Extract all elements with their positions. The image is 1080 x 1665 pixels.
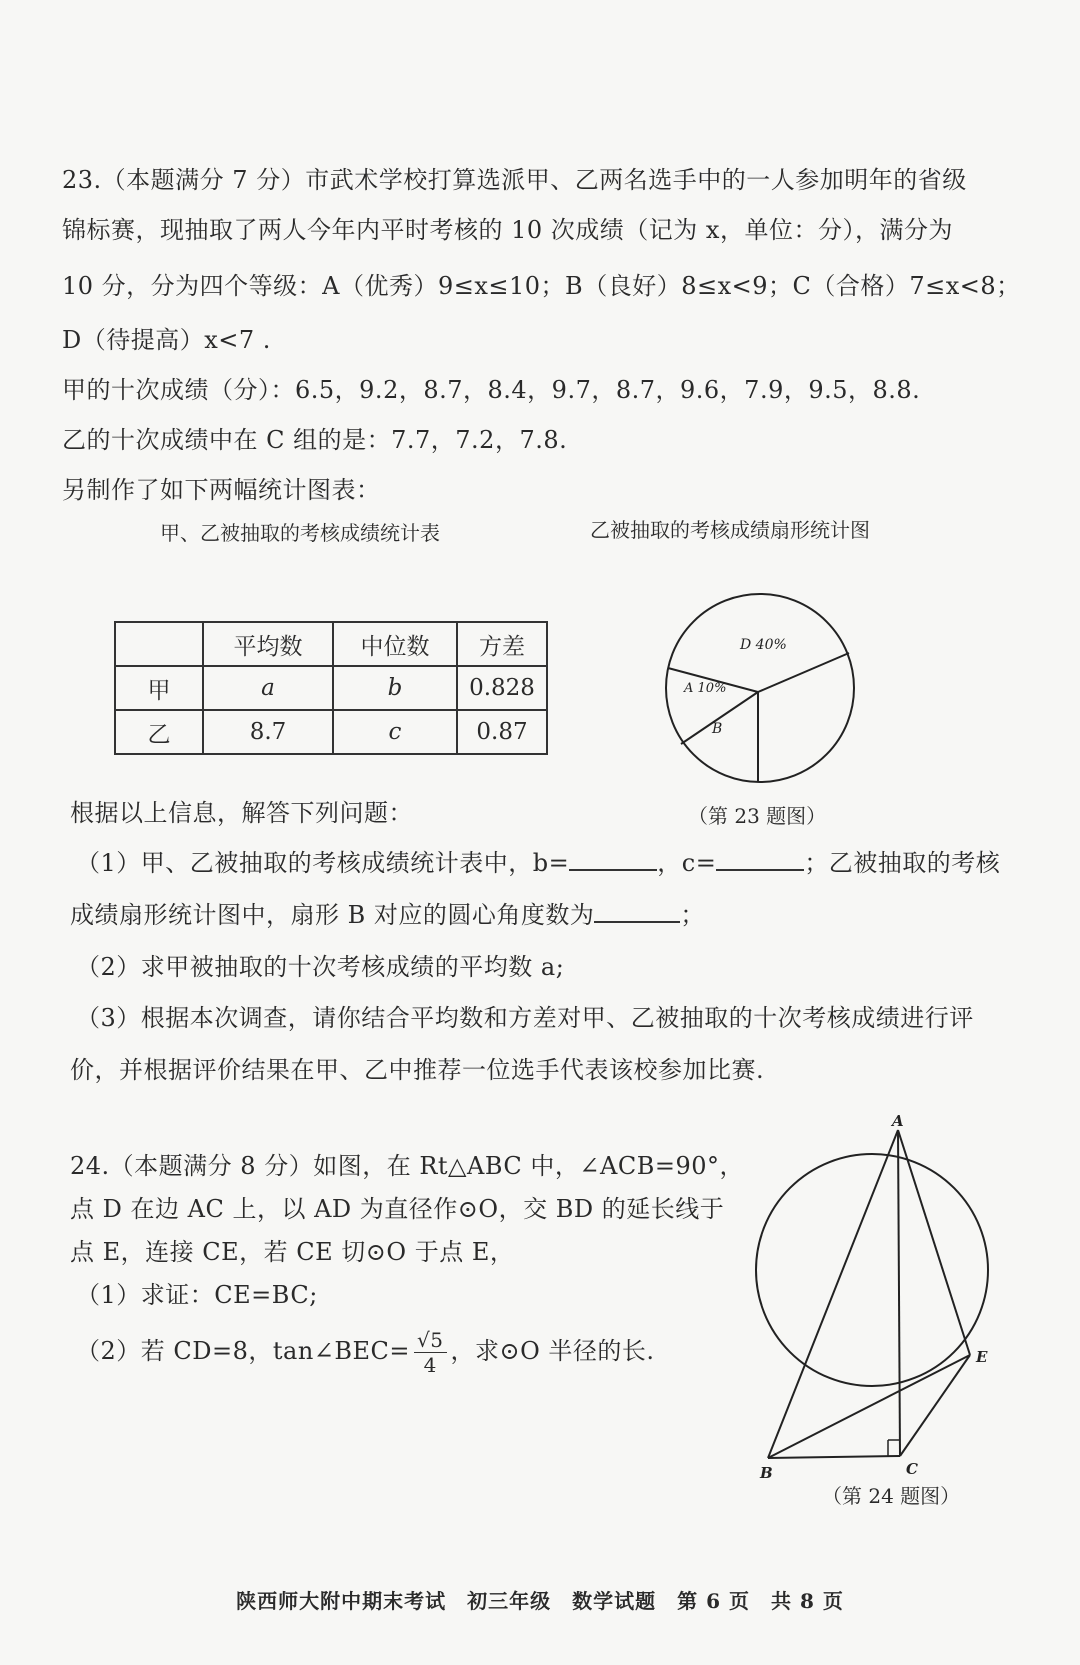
q23-part-1-text-e: ； bbox=[680, 901, 705, 929]
table-caption: 甲、乙被抽取的考核成绩统计表 bbox=[160, 521, 440, 545]
fig23-caption: （第 23 题图） bbox=[688, 804, 827, 828]
table-cell: 8.7 bbox=[203, 710, 333, 754]
q23-scores-yi: 乙的十次成绩中在 C 组的是：7.7，7.2，7.8. bbox=[62, 426, 568, 454]
q23-line-3: 10 分，分为四个等级：A（优秀）9≤x≤10；B（良好）8≤x<9；C（合格）7≤x<8； bbox=[62, 272, 1021, 300]
q23-scores-jia: 甲的十次成绩（分）：6.5，9.2，8.7，8.4，9.7，8.7，9.6，7.9，9.5，8.8. bbox=[62, 376, 921, 404]
q23-intro: 根据以上信息，解答下列问题： bbox=[70, 799, 413, 827]
header-cell: 平均数 bbox=[203, 622, 333, 666]
table-cell: 0.87 bbox=[457, 710, 547, 754]
q23-part-1-cont bbox=[70, 895, 705, 930]
table-cell: b bbox=[333, 666, 457, 710]
circle-o bbox=[756, 1154, 988, 1386]
table-cell: 甲 bbox=[115, 666, 203, 710]
pie-divider bbox=[758, 653, 849, 692]
header-cell: 中位数 bbox=[333, 622, 457, 666]
segment-ac bbox=[898, 1130, 900, 1456]
q24-line-2: 点 D 在边 AC 上，以 AD 为直径作⊙O，交 BD 的延长线于 bbox=[70, 1195, 725, 1223]
q23-line-7: 另制作了如下两幅统计图表： bbox=[62, 476, 381, 504]
q23-part-2: （2）求甲被抽取的十次考核成绩的平均数 a; bbox=[76, 953, 565, 981]
fig24-caption: （第 24 题图） bbox=[822, 1484, 961, 1508]
q23-part-1-text-c: ；乙被抽取的考核 bbox=[804, 849, 1001, 877]
q23-part-1 bbox=[76, 843, 1000, 878]
geometry-figure bbox=[760, 1112, 1020, 1482]
q23-part-3-cont: 价，并根据评价结果在甲、乙中推荐一位选手代表该校参加比赛. bbox=[70, 1056, 765, 1084]
pie-label-d: D 40% bbox=[740, 637, 787, 653]
answer-blank-b[interactable] bbox=[569, 847, 657, 871]
q24-line-1: 24.（本题满分 8 分）如图，在 Rt△ABC 中，∠ACB=90°， bbox=[70, 1152, 744, 1180]
fraction-numerator: √5 bbox=[414, 1328, 446, 1353]
page-footer: 陕西师大附中期末考试 初三年级 数学试题 第 6 页 共 8 页 bbox=[236, 1589, 844, 1613]
q23-line-4: D（待提高）x<7 . bbox=[62, 326, 271, 354]
q24-part-1: （1）求证：CE=BC; bbox=[76, 1281, 318, 1309]
table-cell: c bbox=[333, 710, 457, 754]
answer-blank-angle[interactable] bbox=[594, 899, 680, 923]
segment-ce bbox=[900, 1355, 970, 1456]
table-row bbox=[115, 666, 547, 710]
header-cell: 方差 bbox=[457, 622, 547, 666]
tan-fraction bbox=[414, 1328, 446, 1377]
q23-part-1-text-b: ，c= bbox=[657, 849, 717, 877]
q24-part-2-text-a: （2）若 CD=8，tan∠BEC= bbox=[76, 1337, 411, 1365]
point-label-a: A bbox=[892, 1112, 904, 1130]
q23-line-2: 锦标赛，现抽取了两人今年内平时考核的 10 次成绩（记为 x，单位：分），满分为 bbox=[62, 216, 953, 244]
q23-line-1: 23.（本题满分 7 分）市武术学校打算选派甲、乙两名选手中的一人参加明年的省级 bbox=[62, 166, 967, 194]
point-label-b: B bbox=[760, 1464, 773, 1482]
q24-part-2 bbox=[76, 1328, 655, 1377]
segment-ab bbox=[768, 1130, 898, 1458]
pie-label-a: A 10% bbox=[684, 681, 727, 696]
pie-chart bbox=[660, 588, 860, 788]
pie-label-b: B bbox=[712, 721, 723, 737]
point-label-e: E bbox=[976, 1348, 988, 1366]
table-cell: 0.828 bbox=[457, 666, 547, 710]
table-cell: 乙 bbox=[115, 710, 203, 754]
segment-be bbox=[768, 1355, 970, 1458]
pie-caption: 乙被抽取的考核成绩扇形统计图 bbox=[590, 518, 870, 542]
q23-part-3: （3）根据本次调查，请你结合平均数和方差对甲、乙被抽取的十次考核成绩进行评 bbox=[76, 1004, 974, 1032]
table-row bbox=[115, 710, 547, 754]
header-cell bbox=[115, 622, 203, 666]
q23-part-1-text-d: 成绩扇形统计图中，扇形 B 对应的圆心角度数为 bbox=[70, 901, 595, 929]
table-header-row bbox=[115, 622, 547, 666]
stats-table bbox=[114, 621, 548, 755]
q24-part-2-text-b: ，求⊙O 半径的长. bbox=[450, 1337, 655, 1365]
q24-line-3: 点 E，连接 CE，若 CE 切⊙O 于点 E， bbox=[70, 1238, 515, 1266]
q23-part-1-text-a: （1）甲、乙被抽取的考核成绩统计表中，b= bbox=[76, 849, 570, 877]
segment-bc bbox=[768, 1456, 900, 1458]
segment-ae bbox=[898, 1130, 970, 1355]
fraction-denominator: 4 bbox=[423, 1353, 437, 1377]
point-label-c: C bbox=[906, 1460, 918, 1478]
table-cell: a bbox=[203, 666, 333, 710]
answer-blank-c[interactable] bbox=[716, 847, 804, 871]
